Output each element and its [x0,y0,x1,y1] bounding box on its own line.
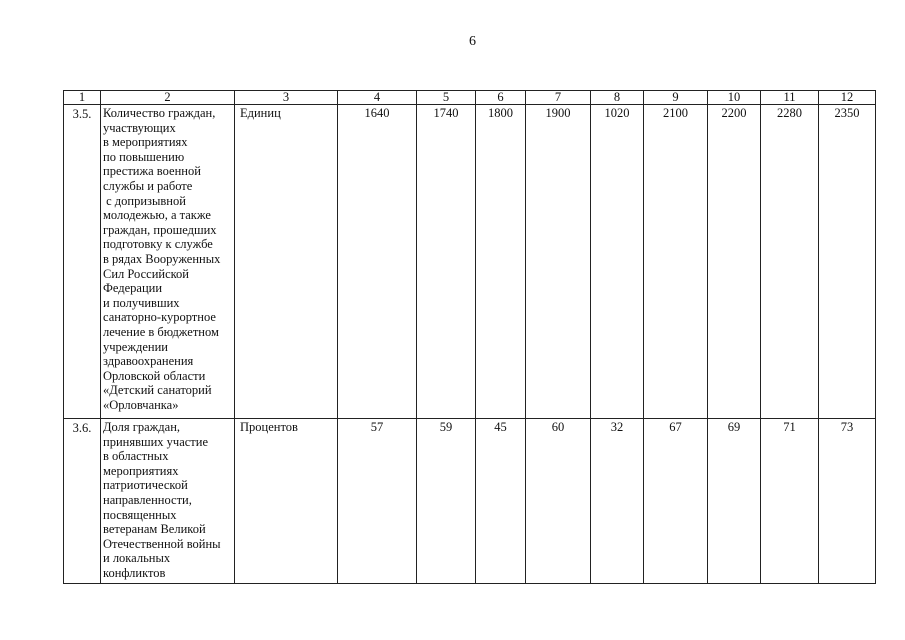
header-cell: 12 [819,91,876,105]
name-line: службы и работе [103,178,193,193]
header-cell: 9 [644,91,708,105]
name-line: направленности, [103,492,192,507]
name-line: здравоохранения [103,354,194,369]
table-row [64,419,876,584]
name-line: ветеранам Великой [103,522,206,537]
name-line: «Орловчанка» [103,397,179,412]
name-line: участвующих [103,120,176,135]
name-line: Количество граждан, [103,106,216,120]
header-row [64,91,876,105]
name-line: в мероприятиях [103,135,188,150]
name-line: принявших участие [103,434,208,449]
name-line: граждан, прошедших [103,222,217,237]
page-number: 6 [469,34,476,49]
name-line: лечение в бюджетном [103,324,219,339]
name-line: и локальных [103,551,171,566]
value-cell: 1900 [526,105,591,419]
row-number: 3.5. [64,105,101,419]
row-number: 3.6. [64,419,101,584]
header-cell: 4 [338,91,417,105]
header-cell: 1 [64,91,101,105]
indicator-table [63,90,876,584]
header-cell: 11 [761,91,819,105]
name-line: «Детский санаторий [103,383,212,398]
value-cell: 57 [338,419,417,584]
name-line: конфликтов [103,565,166,580]
value-cell: 69 [708,419,761,584]
header-cell: 7 [526,91,591,105]
value-cell: 2280 [761,105,819,419]
header-cell: 10 [708,91,761,105]
unit-cell: Процентов [235,419,338,584]
name-line: в областных [103,449,169,464]
value-cell: 2350 [819,105,876,419]
name-line: престижа военной [103,164,201,179]
indicator-name [101,419,235,584]
name-line: Федерации [103,281,163,296]
value-cell: 1800 [476,105,526,419]
name-line: в рядах Вооруженных [103,251,221,266]
value-cell: 1740 [417,105,476,419]
value-cell: 45 [476,419,526,584]
unit-cell: Единиц [235,105,338,419]
value-cell: 60 [526,419,591,584]
name-line: патриотической [103,478,188,493]
name-line: и получивших [103,295,180,310]
name-line: по повышению [103,149,185,164]
value-cell: 32 [591,419,644,584]
header-cell: 6 [476,91,526,105]
name-line: Доля граждан, [103,420,181,434]
value-cell: 1020 [591,105,644,419]
name-line: Сил Российской [103,266,189,281]
name-line: санаторно-курортное [103,310,216,325]
header-cell: 8 [591,91,644,105]
name-line: посвященных [103,507,177,522]
name-line: подготовку к службе [103,237,213,252]
indicator-name [101,105,235,419]
name-line: мероприятиях [103,463,179,478]
value-cell: 2200 [708,105,761,419]
name-line: молодежью, а также [103,208,211,223]
header-cell: 2 [101,91,235,105]
name-line: с допризывной [103,193,186,208]
name-line: Отечественной войны [103,536,221,551]
header-cell: 3 [235,91,338,105]
value-cell: 67 [644,419,708,584]
name-line: учреждении [103,339,168,354]
header-cell: 5 [417,91,476,105]
value-cell: 1640 [338,105,417,419]
value-cell: 71 [761,419,819,584]
name-line: Орловской области [103,368,206,383]
value-cell: 59 [417,419,476,584]
value-cell: 2100 [644,105,708,419]
table-row [64,105,876,419]
value-cell: 73 [819,419,876,584]
